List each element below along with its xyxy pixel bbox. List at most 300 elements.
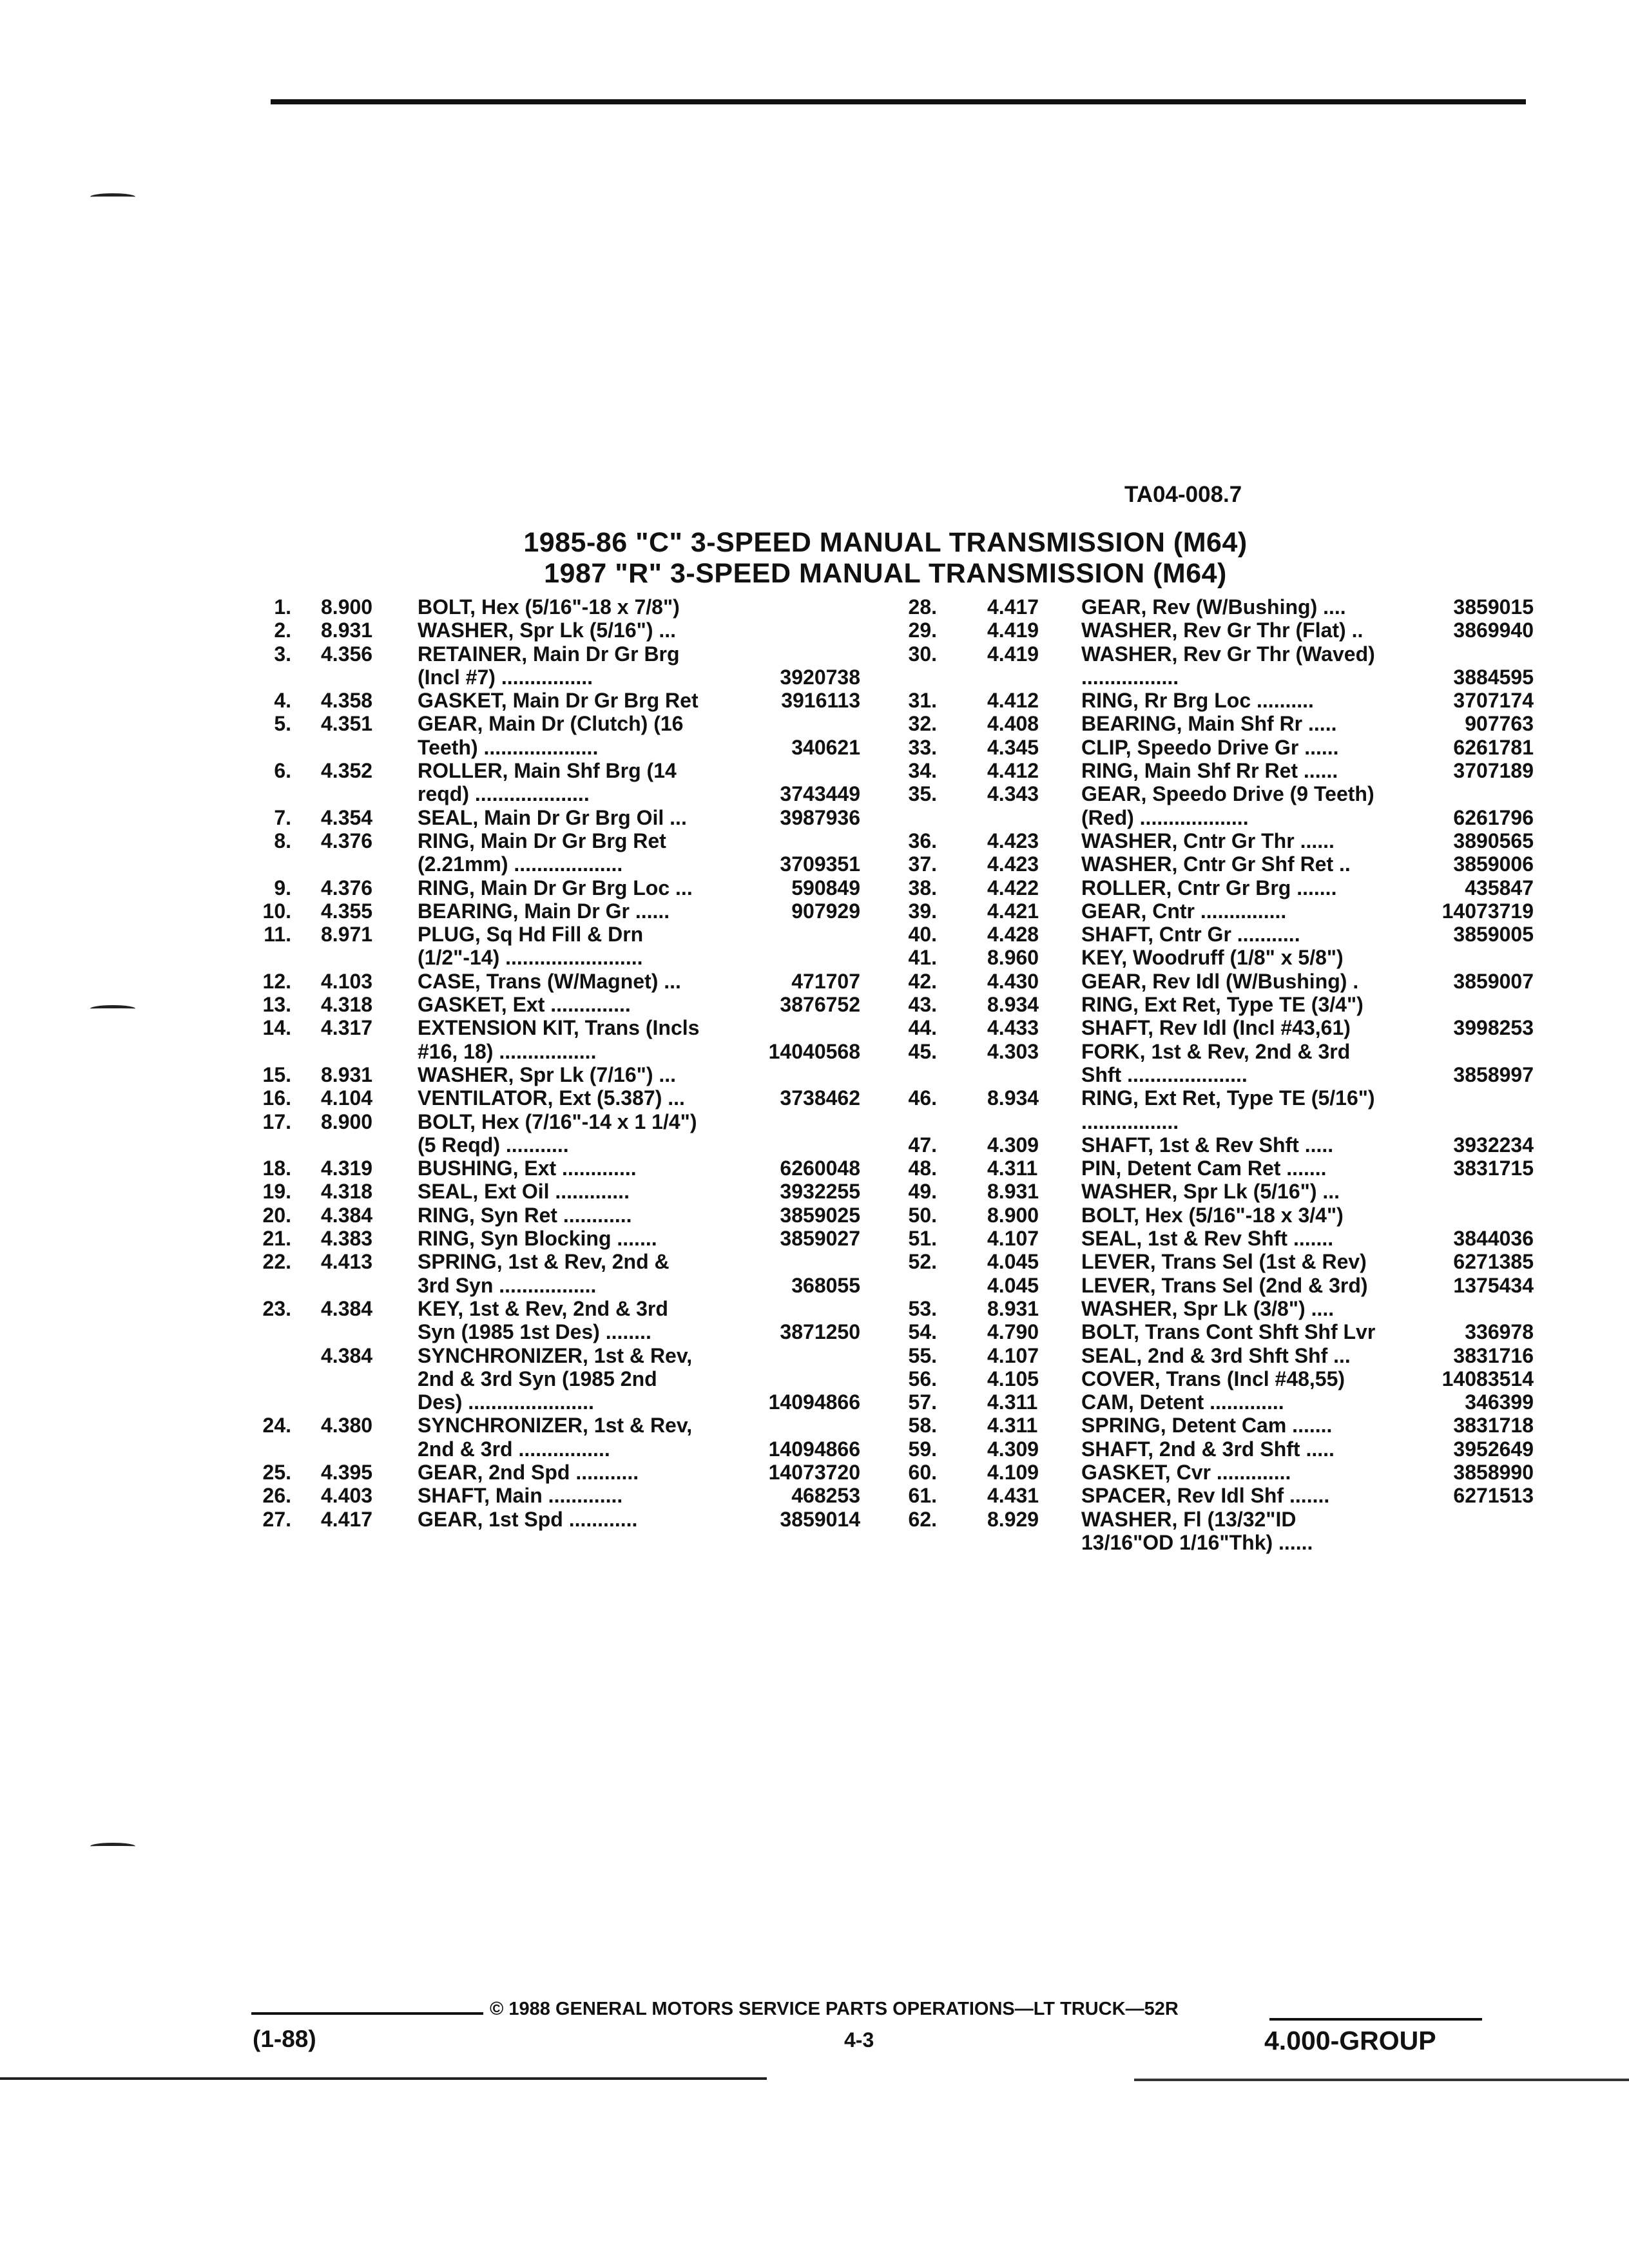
parts-list-item — [896, 876, 1534, 899]
index-number: 4.430 — [987, 969, 1039, 993]
index-number: 4.311 — [987, 1390, 1038, 1414]
item-number: 22. — [262, 1250, 291, 1274]
part-description: BOLT, Trans Cont Shft Shf Lvr — [1081, 1320, 1376, 1344]
index-number: 4.384 — [321, 1203, 373, 1227]
part-number: 3890565 — [1453, 829, 1534, 852]
item-number: 27. — [262, 1507, 291, 1531]
item-number: 46. — [908, 1086, 937, 1110]
parts-list-item — [238, 1414, 863, 1461]
part-number: 3859015 — [1453, 595, 1534, 619]
index-number: 4.354 — [321, 805, 373, 829]
part-description: WASHER, Spr Lk (3/8") .... — [1081, 1296, 1335, 1320]
part-description: RING, Syn Ret ............ — [418, 1203, 632, 1227]
part-description: BEARING, Main Dr Gr ...... — [418, 899, 670, 923]
parts-list-item — [238, 876, 863, 899]
copyright-notice: © 1988 GENERAL MOTORS SERVICE PARTS OPERATIONS—LT TRUCK—52R — [490, 1999, 1179, 2019]
parts-list-item — [896, 1250, 1534, 1273]
parts-list-item — [896, 642, 1534, 689]
part-description: BOLT, Hex (5/16"-18 x 7/8") — [418, 595, 680, 619]
part-number: 590849 — [791, 876, 860, 899]
part-description: WASHER, Spr Lk (5/16") ... — [418, 619, 677, 642]
index-number: 4.352 — [321, 759, 373, 783]
part-description: GEAR, Cntr ............... — [1081, 899, 1287, 923]
binder-hole-mark — [90, 1843, 135, 1850]
parts-list-item — [238, 1086, 863, 1110]
item-number: 28. — [908, 595, 937, 619]
part-number: 14040568 — [768, 1039, 860, 1063]
parts-list-item — [896, 829, 1534, 852]
parts-list-item — [238, 1180, 863, 1203]
item-number: 10. — [262, 899, 291, 923]
item-number: 56. — [908, 1367, 937, 1390]
part-description: KEY, 1st & Rev, 2nd & 3rd Syn (1985 1st Des) ........ — [418, 1296, 668, 1344]
item-number: 35. — [908, 782, 937, 806]
part-number: 6261796 — [1453, 805, 1534, 829]
parts-list-item — [238, 1204, 863, 1227]
part-number: 3844036 — [1453, 1227, 1534, 1251]
index-number: 4.423 — [987, 829, 1039, 852]
item-number: 12. — [262, 969, 291, 993]
part-number: 3876752 — [780, 993, 860, 1017]
item-number: 59. — [908, 1437, 937, 1461]
item-number: 41. — [908, 946, 937, 970]
item-number: 54. — [908, 1320, 937, 1344]
item-number: 8. — [274, 829, 291, 852]
part-description: SYNCHRONIZER, 1st & Rev, 2nd & 3rd Syn (1985 2nd Des) ...................... — [418, 1343, 693, 1414]
parts-list-item — [896, 1437, 1534, 1461]
part-description: CASE, Trans (W/Magnet) ... — [418, 969, 681, 993]
index-number: 4.428 — [987, 923, 1039, 947]
item-number: 25. — [262, 1460, 291, 1484]
index-number: 4.107 — [987, 1343, 1039, 1367]
part-number: 14094866 — [768, 1390, 860, 1414]
parts-list-item — [896, 1344, 1534, 1367]
part-number: 3987936 — [780, 805, 860, 829]
parts-list-item — [896, 782, 1534, 829]
item-number: 30. — [908, 642, 937, 666]
parts-list-item — [896, 1157, 1534, 1180]
part-description: RETAINER, Main Dr Gr Brg (Incl #7) ................ — [418, 642, 680, 689]
parts-list-item — [238, 689, 863, 712]
item-number: 7. — [274, 805, 291, 829]
part-description: FORK, 1st & Rev, 2nd & 3rd Shft ..................... — [1081, 1039, 1351, 1086]
part-number: 3871250 — [780, 1320, 860, 1344]
part-number: 907929 — [791, 899, 860, 923]
part-number: 3707174 — [1453, 689, 1534, 713]
part-number: 471707 — [791, 969, 860, 993]
index-number: 4.419 — [987, 619, 1039, 642]
part-number: 3831718 — [1453, 1414, 1534, 1437]
part-description: KEY, Woodruff (1/8" x 5/8") — [1081, 946, 1344, 970]
index-number: 4.384 — [321, 1296, 373, 1320]
index-number: 4.358 — [321, 689, 373, 713]
index-number: 4.303 — [987, 1039, 1039, 1063]
revision-date: (1-88) — [253, 2026, 316, 2052]
part-number: 3869940 — [1453, 619, 1534, 642]
page-title-line1: 1985-86 "C" 3-SPEED MANUAL TRANSMISSION (M64) — [523, 527, 1248, 558]
item-number: 50. — [908, 1203, 937, 1227]
part-number: 14073720 — [768, 1460, 860, 1484]
part-description: WASHER, Rev Gr Thr (Waved) ................. — [1081, 642, 1375, 689]
part-description: GEAR, 1st Spd ............ — [418, 1507, 638, 1531]
parts-list-item — [896, 595, 1534, 619]
index-number: 4.422 — [987, 876, 1039, 899]
index-number: 4.319 — [321, 1157, 373, 1180]
index-number: 8.931 — [987, 1180, 1039, 1204]
index-number: 4.343 — [987, 782, 1039, 806]
index-number: 8.931 — [321, 619, 373, 642]
part-description: GEAR, Speedo Drive (9 Teeth) (Red) ................... — [1081, 782, 1374, 829]
index-number: 4.790 — [987, 1320, 1039, 1344]
parts-list-item — [896, 899, 1534, 923]
index-number: 8.900 — [321, 1110, 373, 1133]
item-number: 23. — [262, 1296, 291, 1320]
part-number: 6271385 — [1453, 1250, 1534, 1274]
part-description: RING, Main Dr Gr Brg Loc ... — [418, 876, 693, 899]
part-number: 3952649 — [1453, 1437, 1534, 1461]
part-number: 3932255 — [780, 1180, 860, 1204]
item-number: 29. — [908, 619, 937, 642]
parts-list-item — [896, 712, 1534, 735]
item-number: 19. — [262, 1180, 291, 1204]
part-number: 6271513 — [1453, 1484, 1534, 1508]
parts-list-item — [238, 1461, 863, 1484]
item-number: 2. — [274, 619, 291, 642]
part-description: SEAL, 2nd & 3rd Shft Shf ... — [1081, 1343, 1351, 1367]
part-number: 14083514 — [1441, 1367, 1534, 1390]
index-number: 4.376 — [321, 829, 373, 852]
parts-list-item — [238, 1250, 863, 1297]
item-number: 11. — [264, 923, 291, 947]
item-number: 48. — [908, 1157, 937, 1180]
index-number: 4.376 — [321, 876, 373, 899]
part-number: 3738462 — [780, 1086, 860, 1110]
index-number: 8.960 — [987, 946, 1039, 970]
part-description: WASHER, Rev Gr Thr (Flat) .. — [1081, 619, 1364, 642]
part-description: RING, Ext Ret, Type TE (3/4") — [1081, 993, 1364, 1017]
part-number: 3998253 — [1453, 1016, 1534, 1040]
item-number: 9. — [274, 876, 291, 899]
part-number: 3831715 — [1453, 1157, 1534, 1180]
part-number: 3916113 — [781, 689, 860, 713]
parts-list-item — [238, 1227, 863, 1250]
index-number: 8.931 — [321, 1062, 373, 1086]
item-number: 26. — [262, 1484, 291, 1508]
parts-list-left — [238, 595, 863, 1531]
parts-list-item — [896, 689, 1534, 712]
top-rule — [271, 99, 1526, 104]
item-number: 53. — [908, 1296, 937, 1320]
item-number: 1. — [274, 595, 291, 619]
parts-list-item — [896, 1508, 1534, 1555]
item-number: 62. — [908, 1507, 937, 1531]
part-description: RING, Main Dr Gr Brg Ret (2.21mm) ................... — [418, 829, 666, 876]
index-number: 4.311 — [987, 1157, 1038, 1180]
item-number: 60. — [908, 1460, 937, 1484]
part-number: 3859005 — [1453, 923, 1534, 947]
parts-list-item — [238, 970, 863, 993]
index-number: 8.934 — [987, 1086, 1039, 1110]
index-number: 4.317 — [321, 1016, 373, 1040]
index-number: 4.109 — [987, 1460, 1039, 1484]
item-number: 51. — [908, 1227, 937, 1251]
index-number: 4.103 — [321, 969, 373, 993]
parts-list-item — [896, 852, 1534, 876]
part-number: 3859027 — [780, 1227, 860, 1251]
part-description: EXTENSION KIT, Trans (Incls #16, 18) ................. — [418, 1016, 700, 1063]
part-description: WASHER, Cntr Gr Thr ...... — [1081, 829, 1335, 852]
index-number: 4.417 — [987, 595, 1039, 619]
index-number: 4.104 — [321, 1086, 373, 1110]
part-description: CAM, Detent ............. — [1081, 1390, 1284, 1414]
item-number: 21. — [262, 1227, 291, 1251]
footer-rule — [1269, 2018, 1482, 2021]
part-description: VENTILATOR, Ext (5.387) ... — [418, 1086, 685, 1110]
parts-list-item — [896, 946, 1534, 969]
item-number: 24. — [262, 1414, 291, 1437]
item-number: 47. — [908, 1133, 937, 1157]
item-number: 4. — [274, 689, 291, 713]
item-number: 31. — [908, 689, 937, 713]
part-number: 3858990 — [1453, 1460, 1534, 1484]
index-number: 4.403 — [321, 1484, 373, 1508]
item-number: 20. — [262, 1203, 291, 1227]
parts-list-item — [896, 1016, 1534, 1039]
parts-list-item — [896, 1367, 1534, 1390]
part-number: 3831716 — [1453, 1343, 1534, 1367]
index-number: 4.412 — [987, 689, 1039, 713]
index-number: 4.413 — [321, 1250, 373, 1274]
parts-list-item — [238, 642, 863, 689]
parts-list-item — [238, 1484, 863, 1507]
parts-list-item — [896, 993, 1534, 1016]
item-number: 38. — [908, 876, 937, 899]
parts-list-item — [238, 1016, 863, 1063]
index-number: 4.105 — [987, 1367, 1039, 1390]
index-number: 4.380 — [321, 1414, 373, 1437]
parts-list-item — [238, 1508, 863, 1531]
item-number: 16. — [262, 1086, 291, 1110]
part-description: SYNCHRONIZER, 1st & Rev, 2nd & 3rd ................ — [418, 1414, 693, 1461]
group-label: 4.000-GROUP — [1264, 2026, 1436, 2055]
binder-hole-mark — [90, 1005, 135, 1012]
parts-list-item — [238, 759, 863, 806]
parts-list-item — [896, 736, 1534, 759]
item-number: 43. — [908, 993, 937, 1017]
part-description: SHAFT, Main ............. — [418, 1484, 623, 1508]
part-number: 3859007 — [1453, 969, 1534, 993]
part-number: 3884595 — [1453, 665, 1534, 689]
illustration-code: TA04-008.7 — [1124, 482, 1242, 507]
parts-list-item — [896, 1180, 1534, 1203]
index-number: 4.421 — [987, 899, 1039, 923]
part-description: RING, Main Shf Rr Ret ...... — [1081, 759, 1338, 783]
index-number: 4.351 — [321, 712, 373, 736]
part-description: SPRING, 1st & Rev, 2nd & 3rd Syn ................. — [418, 1250, 670, 1297]
part-description: SEAL, 1st & Rev Shft ....... — [1081, 1227, 1334, 1251]
parts-list-item — [896, 970, 1534, 993]
parts-list-item — [238, 1297, 863, 1344]
item-number: 14. — [262, 1016, 291, 1040]
index-number: 4.431 — [987, 1484, 1039, 1508]
part-number: 3859025 — [780, 1203, 860, 1227]
parts-list-item — [896, 619, 1534, 642]
parts-list-item — [238, 923, 863, 970]
index-number: 4.384 — [321, 1343, 373, 1367]
item-number: 6. — [274, 759, 291, 783]
parts-list-right — [896, 595, 1534, 1554]
part-description: COVER, Trans (Incl #48,55) — [1081, 1367, 1345, 1390]
index-number: 8.971 — [321, 923, 373, 947]
item-number: 34. — [908, 759, 937, 783]
parts-list-item — [896, 1414, 1534, 1437]
part-description: GASKET, Ext .............. — [418, 993, 631, 1017]
part-description: GEAR, Rev Idl (W/Bushing) . — [1081, 969, 1359, 993]
item-number: 32. — [908, 712, 937, 736]
part-number: 435847 — [1465, 876, 1534, 899]
part-description: PLUG, Sq Hd Fill & Drn (1/2"-14) ........................ — [418, 923, 644, 970]
parts-list-item — [238, 993, 863, 1016]
parts-list-item — [896, 759, 1534, 782]
part-description: PIN, Detent Cam Ret ....... — [1081, 1157, 1327, 1180]
parts-list-item — [896, 1390, 1534, 1414]
part-number: 907763 — [1465, 712, 1534, 736]
item-number: 45. — [908, 1039, 937, 1063]
item-number: 42. — [908, 969, 937, 993]
part-description: GEAR, Rev (W/Bushing) .... — [1081, 595, 1346, 619]
index-number: 4.318 — [321, 1180, 373, 1204]
part-description: WASHER, Spr Lk (5/16") ... — [1081, 1180, 1340, 1204]
part-number: 3859014 — [780, 1507, 860, 1531]
parts-list-item — [238, 899, 863, 923]
item-number: 55. — [908, 1343, 937, 1367]
binder-hole-mark — [90, 193, 135, 200]
index-number: 4.355 — [321, 899, 373, 923]
part-number: 6261781 — [1453, 735, 1534, 759]
part-description: LEVER, Trans Sel (2nd & 3rd) — [1081, 1273, 1368, 1297]
bottom-rule — [0, 2077, 767, 2080]
part-description: BOLT, Hex (5/16"-18 x 3/4") — [1081, 1203, 1344, 1227]
parts-list-item — [238, 1344, 863, 1414]
part-number: 3709351 — [780, 852, 860, 876]
item-number: 3. — [274, 642, 291, 666]
part-description: GASKET, Cvr ............. — [1081, 1460, 1291, 1484]
part-description: ROLLER, Main Shf Brg (14 reqd) .................... — [418, 759, 677, 806]
parts-list-item — [896, 1086, 1534, 1133]
part-description: BUSHING, Ext ............. — [418, 1157, 637, 1180]
part-number: 14073719 — [1441, 899, 1534, 923]
part-description: SEAL, Main Dr Gr Brg Oil ... — [418, 805, 687, 829]
index-number: 4.395 — [321, 1460, 373, 1484]
part-description: WASHER, Cntr Gr Shf Ret .. — [1081, 852, 1351, 876]
parts-list-item — [238, 712, 863, 759]
part-number: 368055 — [791, 1273, 860, 1297]
index-number: 4.412 — [987, 759, 1039, 783]
item-number: 36. — [908, 829, 937, 852]
parts-list-item — [238, 1157, 863, 1180]
parts-list-item — [896, 1461, 1534, 1484]
part-number: 14094866 — [768, 1437, 860, 1461]
footer-rule — [251, 2012, 483, 2015]
part-number: 3932234 — [1453, 1133, 1534, 1157]
part-description: SHAFT, 2nd & 3rd Shft ..... — [1081, 1437, 1335, 1461]
part-number: 3858997 — [1453, 1062, 1534, 1086]
item-number: 57. — [908, 1390, 937, 1414]
part-number: 3920738 — [780, 665, 860, 689]
part-description: ROLLER, Cntr Gr Brg ....... — [1081, 876, 1337, 899]
item-number: 5. — [274, 712, 291, 736]
page-number: 4-3 — [844, 2028, 874, 2052]
parts-list-item — [896, 1297, 1534, 1320]
parts-list-item — [896, 1204, 1534, 1227]
index-number: 4.045 — [987, 1273, 1039, 1297]
item-number: 61. — [908, 1484, 937, 1508]
part-number: 340621 — [791, 735, 860, 759]
index-number: 4.383 — [321, 1227, 373, 1251]
parts-list-item — [238, 595, 863, 619]
parts-list-item — [896, 1133, 1534, 1157]
index-number: 4.309 — [987, 1133, 1039, 1157]
part-description: GEAR, Main Dr (Clutch) (16 Teeth) .................... — [418, 712, 684, 759]
part-description: SPRING, Detent Cam ....... — [1081, 1414, 1333, 1437]
part-description: GEAR, 2nd Spd ........... — [418, 1460, 639, 1484]
item-number: 40. — [908, 923, 937, 947]
part-description: RING, Ext Ret, Type TE (5/16") ................. — [1081, 1086, 1375, 1133]
part-number: 1375434 — [1453, 1273, 1534, 1297]
index-number: 8.934 — [987, 993, 1039, 1017]
part-number: 3859006 — [1453, 852, 1534, 876]
part-description: SHAFT, Cntr Gr ........... — [1081, 923, 1300, 947]
index-number: 8.900 — [321, 595, 373, 619]
parts-list-item — [238, 1110, 863, 1157]
parts-list-item — [238, 619, 863, 642]
part-description: CLIP, Speedo Drive Gr ...... — [1081, 735, 1339, 759]
page-title-line2: 1987 "R" 3-SPEED MANUAL TRANSMISSION (M64) — [544, 558, 1227, 589]
part-description: BEARING, Main Shf Rr ..... — [1081, 712, 1337, 736]
part-description: BOLT, Hex (7/16"-14 x 1 1/4") (5 Reqd) ........... — [418, 1110, 697, 1157]
part-description: SHAFT, 1st & Rev Shft ..... — [1081, 1133, 1334, 1157]
part-number: 346399 — [1465, 1390, 1534, 1414]
part-number: 468253 — [791, 1484, 860, 1508]
index-number: 8.929 — [987, 1507, 1039, 1531]
item-number: 13. — [262, 993, 291, 1017]
parts-list-item — [896, 1227, 1534, 1250]
item-number: 37. — [908, 852, 937, 876]
index-number: 4.311 — [987, 1414, 1038, 1437]
index-number: 4.345 — [987, 735, 1039, 759]
parts-list-item — [896, 1320, 1534, 1343]
item-number: 18. — [262, 1157, 291, 1180]
item-number: 49. — [908, 1180, 937, 1204]
item-number: 52. — [908, 1250, 937, 1274]
parts-list-item — [238, 1063, 863, 1086]
parts-list-item — [896, 1484, 1534, 1507]
item-number: 44. — [908, 1016, 937, 1040]
part-description: WASHER, Fl (13/32"ID 13/16"OD 1/16"Thk) ...... — [1081, 1507, 1313, 1554]
index-number: 4.309 — [987, 1437, 1039, 1461]
index-number: 4.045 — [987, 1250, 1039, 1274]
index-number: 8.931 — [987, 1296, 1039, 1320]
item-number: 17. — [262, 1110, 291, 1133]
index-number: 4.356 — [321, 642, 373, 666]
parts-list-item — [896, 1040, 1534, 1087]
index-number: 4.423 — [987, 852, 1039, 876]
item-number: 58. — [908, 1414, 937, 1437]
item-number: 39. — [908, 899, 937, 923]
index-number: 4.417 — [321, 1507, 373, 1531]
part-number: 3707189 — [1453, 759, 1534, 783]
part-description: GASKET, Main Dr Gr Brg Ret — [418, 689, 699, 713]
